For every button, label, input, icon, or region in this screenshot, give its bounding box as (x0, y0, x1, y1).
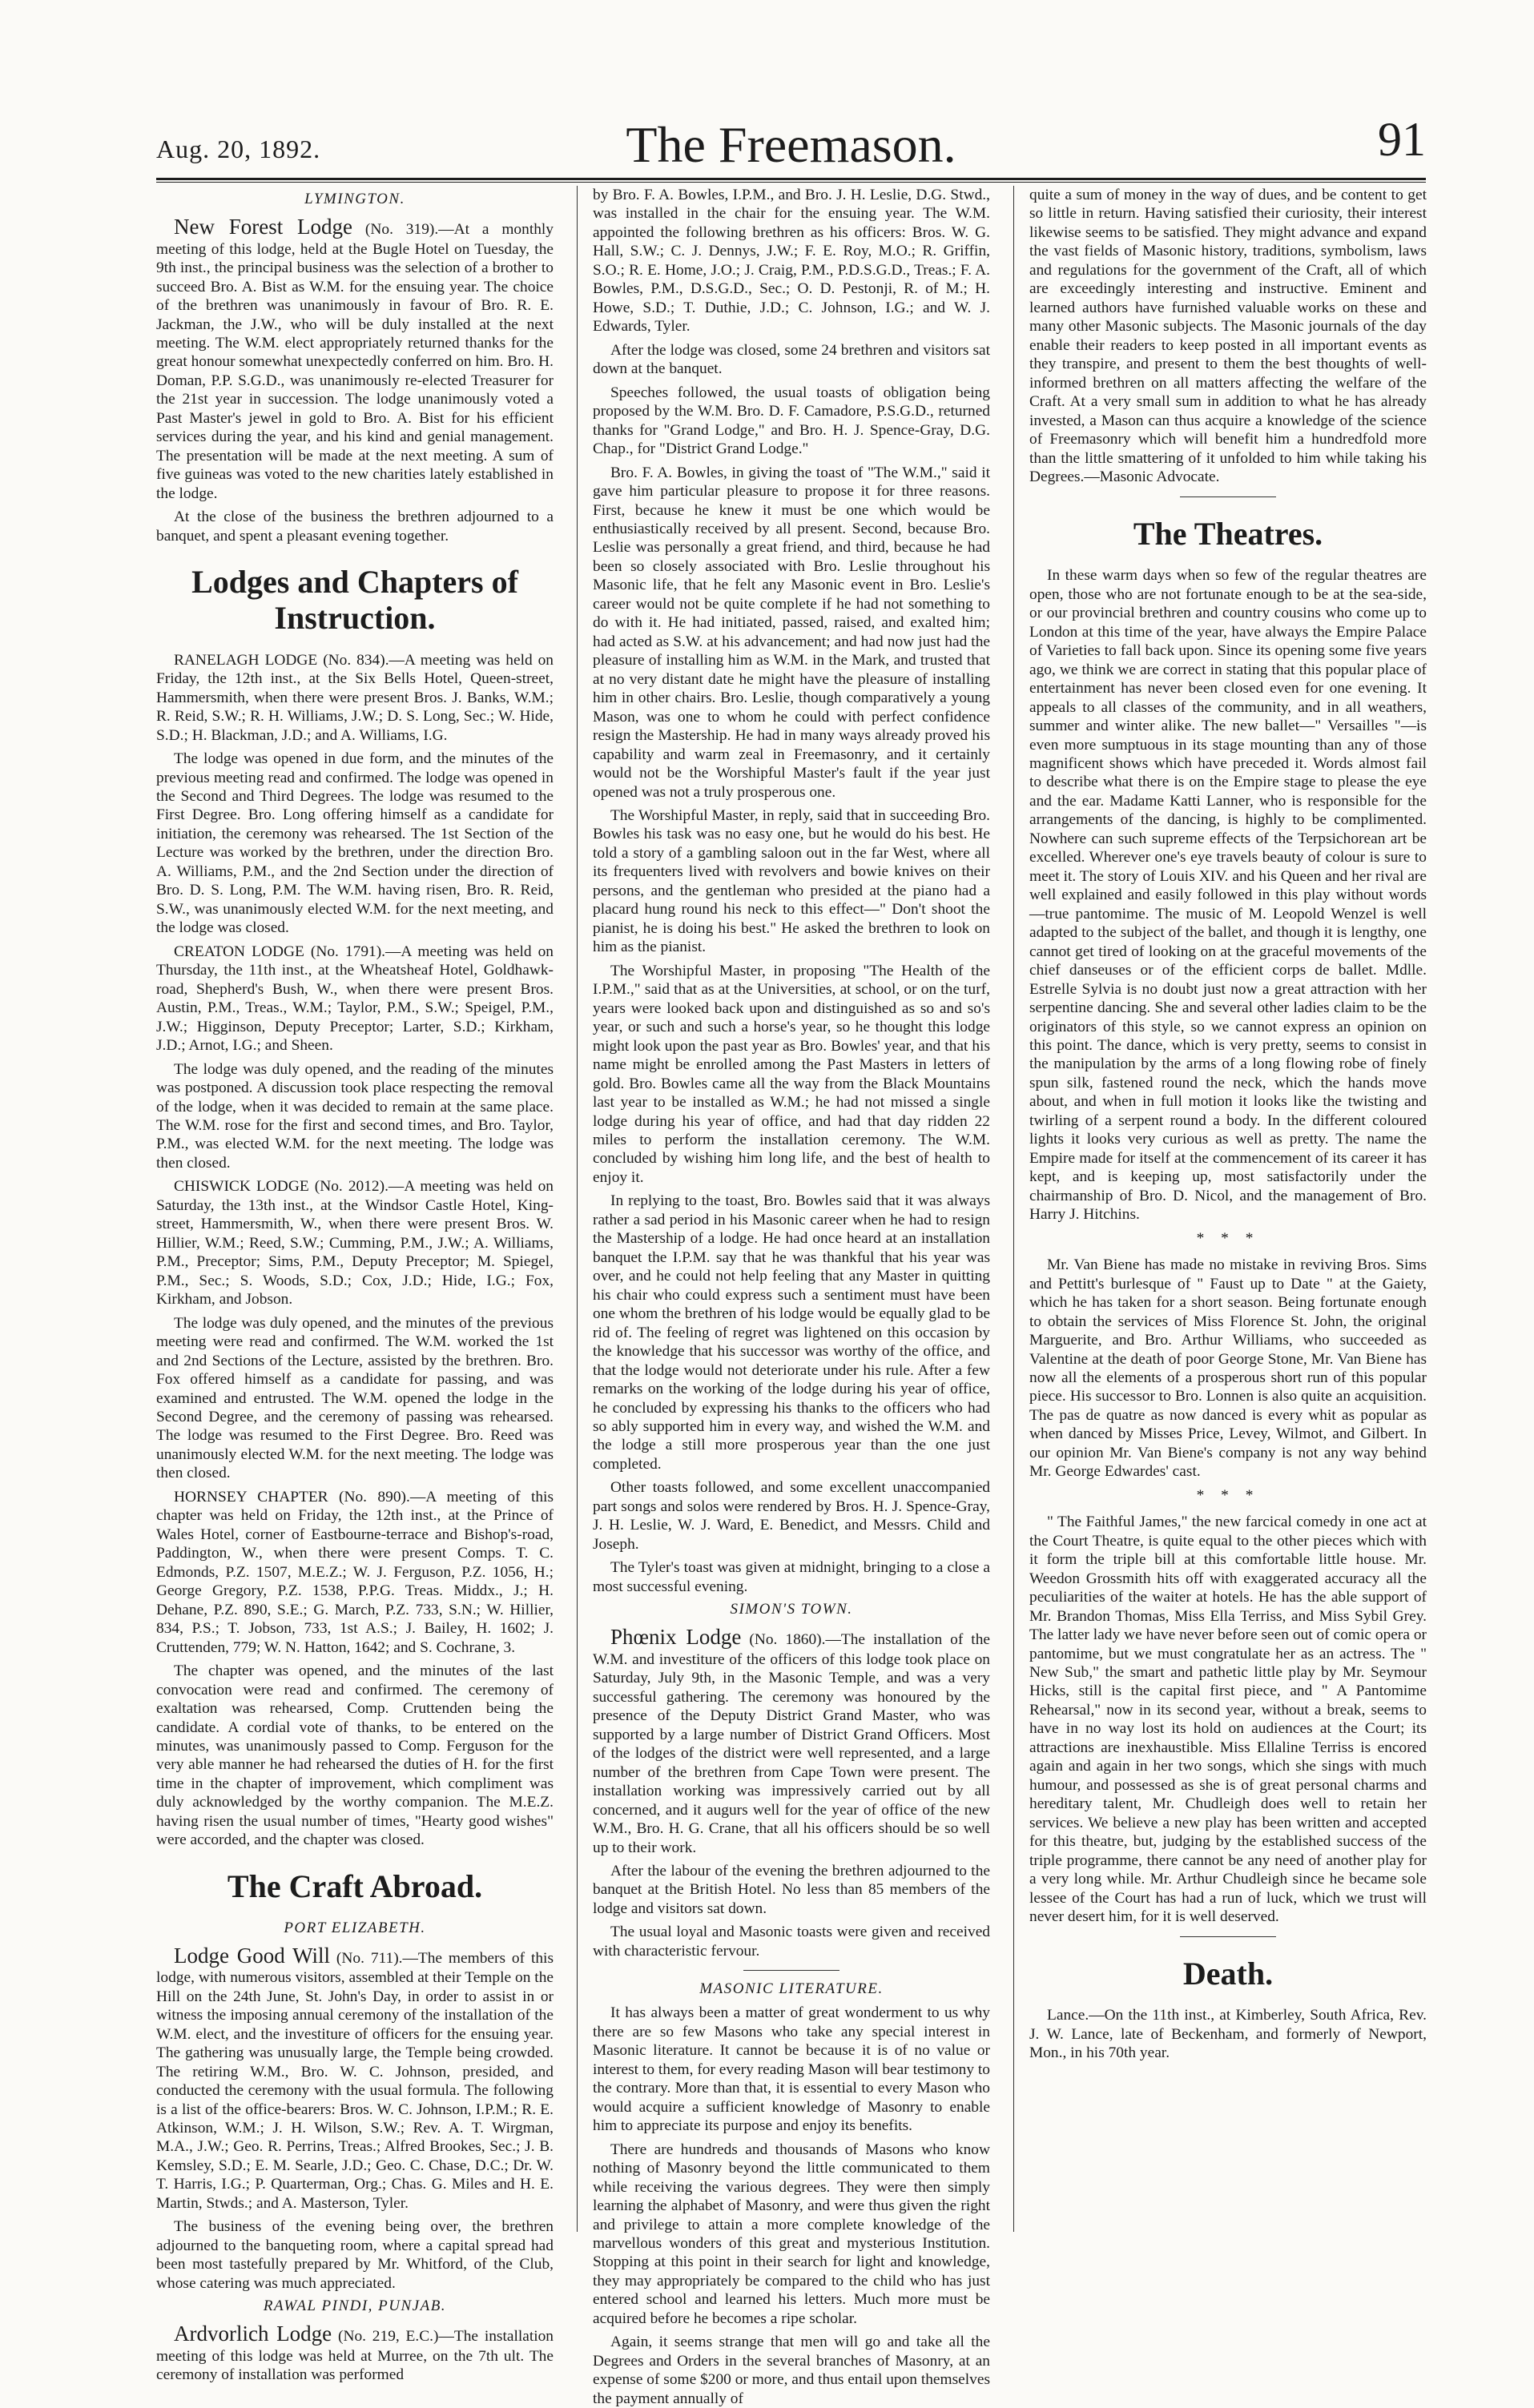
separator-rule (1180, 496, 1276, 497)
report-paragraph (156, 214, 554, 503)
paragraph: " The Faithful James," the new farcical comedy in one act at the Court Theatre, is quite equal to the other pieces which with it form the triple bill at this comfortable little house. Mr. Weedon Grossmith hits off with exaggerated accuracy all the peculiarities of the waiter at hotels. He has the able support of Mr. Brandon Thomas, Miss Ella Terriss, and Miss Sybil Grey. The latter lady we have never before seen out of comic opera or pantomime, but we must congratulate her as an actress. The " New Sub," the smart and pathetic little play by Mr. Seymour Hicks, still is the capital first piece, and " A Pantomime Rehearsal," now in its second year, without a break, seems to have in no way lost its hold on audiences at the Court; its attractions are inexhaustible. Miss Ellaline Terriss is encored again and again in her two songs, which she sings with much humour, and possessed as she is of great personal charms and hereditary talent, Mr. Chudleigh does well to retain her services. We believe a new play has been written and accepted for this theatre, but, judging by the established success of the triple programme, there cannot be any need of another play for a very long while. Mr. Arthur Chudleigh since he became sole lessee of the Court has had a run of luck, which we trust will never desert him, for it is well deserved. (1029, 1514, 1427, 1926)
lodge-name: Lodge Good Will (174, 1943, 331, 1968)
paragraph: In replying to the toast, Bro. Bowles said that it was always rather a sad period in his Masonic career when he had to resign the Mastership of a lodge. He had once heard at an installation banquet the I.P.M. say that he was thankful that his year was over, and he could not help feeling that any Master in quitting his chair who could express such a sentiment must have been one whom the brethren of his lodge would be equally glad to be rid of. The feeling of regret was lightened on this occasion by the knowledge that his successor was worthy of the office, and that the lodge would not deteriorate under his rule. After a few remarks on the working of the lodge during his year of office, he concluded by expressing his thanks to the officers who had so ably supported him in every way, and wished the W.M. and the lodge a still more prosperous year than the one just completed. (593, 1192, 990, 1473)
page-number: 91 (1378, 113, 1426, 166)
paragraph: The usual loyal and Masonic toasts were given and received with characteristic fervour. (593, 1924, 990, 1960)
report-paragraph (593, 1624, 990, 1857)
lodge-name: New Forest Lodge (174, 214, 353, 239)
paragraph-text: (No. 711).—The members of this lodge, with numerous visitors, assembled at their Temple on the Hill on the 24th June, St. John's Day, in order to assist in or witness the imposing annual ceremony of the installation of the W.M. elect, and the investiture of officers for the ensuing year. The gathering was unusually large, the Temple being crowded. The retiring W.M., Bro. W. C. Johnson, presided, and conducted the ceremony with the usual formula. The following is a list of the office-bearers: Bros. W. C. Johnson, I.P.M.; R. E. Atkinson, W.M.; J. H. Wilson, S.W.; Rev. A. T. Wirgman, M.A., J.W.; Geo. R. Perrins, Treas.; Alfred Brookes, Sec.; J. B. Kemsley, S.D.; E. M. Searle, J.D.; Geo. C. Chase, D.C.; Dr. W. T. Harris, I.G.; P. Quarterman, Org.; Chas. G. Miles and H. E. Martin, Stwds.; and A. Masterson, Tyler. (156, 1949, 554, 2212)
column-1 (156, 186, 554, 2384)
place-heading: PORT ELIZABETH. (284, 1919, 426, 1936)
paragraph: There are hundreds and thousands of Masons who know nothing of Masonry beyond the little communicated to them while receiving the various degrees. They were then simply learning the alphabet of Masonry, and were thus given the right and privilege to attain a more complete knowledge of the marvellous wonders of this great and mysterious Institution. Stopping at this point in their search for light and knowledge, they may appropriately be compared to the child who has just entered school and learned his letters. Much more must be acquired before he becomes a ripe scholar. (593, 2141, 990, 2327)
paragraph-text: (No. 319).—At a monthly meeting of this lodge, held at the Bugle Hotel on Tuesday, the 9th inst., the principal business was the selection of a brother to succeed Bro. A. Bist as W.M. for the ensuing year. The choice of the brethren was unanimously in favour of Bro. R. E. Jackman, the J.W., who will be duly installed at the next meeting. The W.M. elect appropriately returned thanks for the great honour somewhat unexpectedly conferred on him. Bro. H. Doman, P.P. S.G.D., was unanimously re-elected Treasurer for the 21st year in succession. The lodge unanimously voted a Past Master's jewel in gold to Bro. A. Bist for his efficient services during the year, and his kind and genial management. The presentation will be made at the next meeting. A sum of five guineas was voted to the new charities lately established in the lodge. (156, 220, 554, 502)
column-3 (1029, 186, 1427, 2236)
paragraph: RANELAGH LODGE (No. 834).—A meeting was held on Friday, the 12th inst., at the Six Bells Hotel, Queen-street, Hammersmith, when there were present Bros. J. Banks, W.M.; R. Reid, S.W.; R. H. Williams, J.W.; D. S. Long, Sec.; W. Hide, S.D.; H. Blackman, J.D.; and A. Williams, I.G. (156, 651, 554, 744)
paragraph: Other toasts followed, and some excellent unaccompanied part songs and solos were rendered by Bros. H. J. Spence-Gray, J. H. Leslie, W. J. Ward, E. Benedict, and Messrs. Child and Joseph. (593, 1479, 990, 1553)
asterism: * * * (1196, 1486, 1260, 1504)
lodge-name: Ardvorlich Lodge (174, 2322, 332, 2346)
paragraph: The business of the evening being over, the brethren adjourned to the banqueting room, where a capital spread had been most tastefully prepared by Mr. Whitford, of the Club, whose catering was much appreciated. (156, 2218, 554, 2292)
lodge-name: Phœnix Lodge (610, 1625, 742, 1650)
section-heading: The Craft Abroad. (227, 1867, 483, 1904)
place-heading: RAWAL PINDI, PUNJAB. (263, 2297, 447, 2315)
paragraph: Again, it seems strange that men will go and take all the Degrees and Orders in the several branches of Masonry, at an expense of some $200 or more, and thus entail upon themselves the payment annually of (593, 2334, 990, 2407)
paragraph: CREATON LODGE (No. 1791).—A meeting was held on Thursday, the 11th inst., at the Wheatsheaf Hotel, Goldhawk-road, Shepherd's Bush, W., when there were present Bros. Austin, P.M., Treas., W.M.; Taylor, P.M., S.W.; Speigel, P.M., J.W.; Higginson, Deputy Preceptor; Larter, S.D.; Kirkham, J.D.; Arnot, I.G.; and Sheen. (156, 943, 554, 1055)
paragraph: The Worshipful Master, in proposing "The Health of the I.P.M.," said that as at the Universities, at school, or on the turf, years were looked back upon and distinguished as so and so's year, or such and such a horse's year, so he thought this lodge might look upon the past year as Bro. Bowles' year, and that his name might be enrolled among the Past Masters in letters of gold. Bro. Bowles came all the way from the Black Mountains last year to be installed as W.M.; he had not missed a single lodge during his year of office, and had that day ridden 22 miles to perform the installation ceremony. The W.M. concluded by wishing him long life, and the best of health to enjoy it. (593, 962, 990, 1186)
paragraph-text: (No. 219, E.C.)—The installation meeting of this lodge was held at Murree, on the 7th ult. The ceremony of installation was performed (156, 2328, 554, 2384)
paragraph: Lance.—On the 11th inst., at Kimberley, South Africa, Rev. J. W. Lance, late of Beckenham, and formerly of Newport, Mon., in his 70th year. (1029, 2007, 1427, 2062)
paragraph: by Bro. F. A. Bowles, I.P.M., and Bro. J. H. Leslie, D.G. Stwd., was installed in the chair for the ensuing year. The W.M. appointed the following brethren as his officers: Bros. W. G. Hall, S.W.; C. J. Dennys, J.W.; F. E. Roy, M.O.; R. Griffin, S.O.; R. E. Home, J.O.; J. Craig, P.M., P.D.S.G.D., Treas.; F. A. Bowles, P.M., D.S.G.D., Sec.; O. D. Pestonji, R. of M.; H. Howe, S.D.; T. Duthie, J.D.; C. Johnson, I.G.; and W. J. Edwards, Tyler. (593, 187, 990, 336)
column-divider (1013, 186, 1014, 2232)
separator-rule (743, 1970, 839, 1971)
report-paragraph (156, 1943, 554, 2213)
place-heading: SIMON'S TOWN. (730, 1601, 853, 1618)
asterism: * * * (1196, 1229, 1260, 1247)
place-heading: LYMINGTON. (304, 191, 405, 207)
section-heading: Death. (1182, 1955, 1274, 1992)
section-heading: Lodges and Chapters of Instruction. (191, 564, 518, 636)
place-heading: MASONIC LITERATURE. (699, 1980, 884, 1998)
column-divider (577, 186, 578, 2232)
column-2 (593, 186, 990, 2407)
paragraph: Bro. F. A. Bowles, in giving the toast of "The W.M.," said it gave him particular pleasure to propose it for three reasons. First, because he knew it must be one which would be enthusiastically received by all present. Second, because Bro. Leslie was personally a great friend, and third, because he had been so closely associated with Bro. Leslie throughout his Masonic life, that he felt any Masonic event in Bro. Leslie's career would not be quite complete if he had not something to do with it. He had initiated, passed, raised, and exalted him; had acted as S.W. at his advancement; and had now just had the pleasure of installing him as W.M. in the Mark, and trusted that at no very distant date he might have the pleasure of installing him in other chairs. Bro. Leslie, though comparatively a young Mason, was one to whom he could with perfect confidence resign the Mastership. He had in many ways already proved his capability and warm zeal in Freemasonry, and it certainly would not be the Worshipful Master's fault if the year just opened was not a truly prosperous one. (593, 464, 990, 801)
paragraph: At the close of the business the brethren adjourned to a banquet, and spent a pleasant evening together. (156, 509, 554, 545)
paragraph: It has always been a matter of great wonderment to us why there are so few Masons who take any special interest in Masonic literature. It cannot be because it is of no value or interest to them, for every reading Mason will bear testimony to the contrary. More than that, it is essential to every Mason who would acquire a sufficient knowledge of Masonry to enable him to appreciate its purpose and enjoy its benefits. (593, 2004, 990, 2135)
paragraph: Mr. Van Biene has made no mistake in reviving Bros. Sims and Pettitt's burlesque of " Faust up to Date " at the Gaiety, which he has taken for a short season. Being fortunate enough to obtain the services of Miss Florence St. John, the original Marguerite, and Bro. Arthur Williams, who succeeded as Valentine at the death of poor George Stone, Mr. Van Biene has now all the elements of a prosperous short run of this popular piece. His successor to Bro. Lonnen is also quite an acquisition. The pas de quatre as now danced is every whit as popular as when danced by Misses Price, Levey, Wilmot, and Gilbert. In our opinion Mr. Van Biene's company is not any way behind Mr. George Edwardes' cast. (1029, 1256, 1427, 1481)
masthead-rule-thin (156, 182, 1426, 183)
paragraph: After the labour of the evening the brethren adjourned to the banquet at the British Hotel. No less than 85 members of the lodge and visitors sat down. (593, 1863, 990, 1917)
paragraph-text: (No. 1860).—The installation of the W.M. and investiture of the officers of this lodge took place on Saturday, July 9th, in the Masonic Temple, and was a very successful gathering. The ceremony was honoured by the presence of the Deputy District Grand Master, who was supported by a large number of District Grand Officers. Most of the lodges of the district were well represented, and a large number of the brethren from Cape Town were present. The installation working was impressively carried out by all concerned, and it augurs well for the year of office of the new W.M., Bro. H. G. Crane, that all his officers should be so well up to their work. (593, 1631, 990, 1856)
paragraph: The lodge was duly opened, and the reading of the minutes was postponed. A discussion took place respecting the removal of the lodge, when it was decided to remain at the same place. The W.M. rose for the first and second times, and Bro. Taylor, P.M., was elected W.M. for the next meeting. The lodge was then closed. (156, 1060, 554, 1172)
report-paragraph (156, 2321, 554, 2385)
paragraph: After the lodge was closed, some 24 brethren and visitors sat down at the banquet. (593, 341, 990, 378)
paragraph: quite a sum of money in the way of dues, and be content to get so little in return. Having satisfied their curiosity, their interest likewise seems to be satisfied. They might advance and expand the vast fields of Masonic history, traditions, symbolism, laws and regulations for the government of the Craft, all of which are exceedingly interesting and instructive. Eminent and learned authors have furnished valuable works on these and many other Masonic subjects. The Masonic journals of the day enable their readers to keep posted in all important events as they transpire, and present to them the best thoughts of well-informed brethren on all matters affecting the welfare of the Craft. At a very small sum in addition to what he has already invested, a Mason can thus acquire a knowledge of the science of Freemasonry which will benefit him a hundredfold more than the little smattering of it unfolded to him while taking his Degrees.—Masonic Advocate. (1029, 187, 1427, 486)
paragraph: HORNSEY CHAPTER (No. 890).—A meeting of this chapter was held on Friday, the 12th inst., at the Prince of Wales Hotel, corner of Eastbourne-terrace and Bishop's-road, Paddington, W., when there were present Comps. T. C. Edmonds, P.Z. 1507, M.E.Z.; W. J. Ferguson, P.Z. 1056, H.; George Gregory, P.Z. 1538, P.P.G. Treas. Middx., J.; H. Dehane, P.Z. 890, S.E.; G. March, P.Z. 733, S.N.; W. Hillier, 834, P.S.; T. Jobson, 733, 1st A.S.; J. Bailey, H. 1602; J. Cruttenden, 779; W. N. Hatton, 1642; and S. Cochrane, 3. (156, 1488, 554, 1656)
paragraph: The Worshipful Master, in reply, said that in succeeding Bro. Bowles his task was no easy one, but he would do his best. He told a story of a gambling saloon out in the far West, where all its frequenters lived with revolvers and bowie knives on their persons, and the gentleman who presided at the piano had a placard hung round his neck to this effect—" Don't shoot the pianist, he is doing his best." He asked the brethren to look on him as the pianist. (593, 807, 990, 956)
section-heading: The Theatres. (1133, 515, 1323, 552)
separator-rule (1180, 1936, 1276, 1937)
issue-date: Aug. 20, 1892. (156, 135, 321, 163)
paragraph: Speeches followed, the usual toasts of obligation being proposed by the W.M. Bro. D. F. Camadore, P.S.G.D., returned thanks for "Grand Lodge," and Bro. H. J. Spence-Gray, D.G. Chap., for "District Grand Lodge." (593, 384, 990, 458)
paragraph: CHISWICK LODGE (No. 2012).—A meeting was held on Saturday, the 13th inst., at the Windsor Castle Hotel, King-street, Hammersmith, W., when there were present Bros. W. Hillier, W.M.; Reed, S.W.; Cumming, P.M., J.W.; A. Williams, P.M., Preceptor; Sims, P.M., Deputy Preceptor; M. Spiegel, P.M., Sec.; S. Woods, S.D.; Cox, J.D.; Hide, I.G.; Fox, Kirkham, and Jobson. (156, 1178, 554, 1309)
paragraph: The lodge was opened in due form, and the minutes of the previous meeting read and confirmed. The lodge was opened in the Second and Third Degrees. The lodge was resumed to the First Degree. Bro. Long offering himself as a candidate for initiation, the ceremony was rehearsed. The 1st Section of the Lecture was worked by the brethren, under the direction Bro. A. Williams, P.M., and the 2nd Section under the direction of Bro. D. S. Long, P.M. The W.M. having risen, Bro. R. Reid, S.W., was unanimously elected W.M. for the next meeting, and the lodge was closed. (156, 750, 554, 937)
paragraph: The chapter was opened, and the minutes of the last convocation were read and confirmed. The ceremony of exaltation was rehearsed, Comp. Cruttenden being the candidate. A cordial vote of thanks, to be entered on the minutes, was unanimously passed to Comp. Ferguson for the very able manner he had rehearsed the duties of H. for the first time in the chapter of improvement, which compliment was duly acknowledged by the worthy companion. The M.E.Z. having risen the usual number of times, "Hearty good wishes" were accorded, and the chapter was closed. (156, 1662, 554, 1849)
masthead (156, 112, 1426, 176)
paragraph: The lodge was duly opened, and the minutes of the previous meeting were read and confirmed. The W.M. worked the 1st and 2nd Sections of the Lecture, assisted by the brethren. Bro. Fox offered himself as a candidate for passing, and was examined and entrusted. The W.M. opened the lodge in the Second Degree, and the ceremony of passing was rehearsed. The lodge was resumed to the First Degree. Bro. Reed was unanimously elected W.M. for the next meeting. The lodge was then closed. (156, 1314, 554, 1482)
paragraph: The Tyler's toast was given at midnight, bringing to a close a most successful evening. (593, 1559, 990, 1595)
newspaper-title: The Freemason. (626, 116, 956, 173)
masthead-rule (156, 178, 1426, 180)
paragraph: In these warm days when so few of the regular theatres are open, those who are not fortunate enough to be at the sea-side, or our provincial brethren and country cousins who come up to London at this time of the year, have always the Empire Palace of Varieties to fall back upon. Since its opening some five years ago, we think we are correct in stating that this popular place of entertainment has never been closed even for one evening. It appeals to all classes of the community, and in all weathers, summer and winter alike. The new ballet—" Versailles "—is even more sumptuous in its stage mounting than any of those magnificent shows which have preceded it. Words almost fail to describe what there is on the Empire stage to please the eye and the ear. Madame Katti Lanner, who is responsible for the arrangements of the dancing, is highly to be complimented. Nowhere can such supreme effects of the Terpsichorean art be excelled. Wherever one's eye travels beauty of colour is sure to meet it. The story of Louis XIV. and his Queen and her rival are well explained and easily followed in this play without words—true pantomime. The music of M. Leopold Wenzel is well adapted to the subject of the ballet, and though it is lengthy, one cannot get tired of looking on at the graceful movements of the chief danseuses or of the efficient corps de ballet. Mdlle. Estrelle Sylvia is no doubt just now a great attraction with her serpentine dancing. She and several other ladies claim to be the originators of this style, so we cannot express an opinion on this point. The dance, which is very pretty, seems to consist in the manipulation by the arms of a long flowing robe of finely spun silk, fastened round the neck, which the hands move about, and when in full motion it looks like the twisting and twirling of a serpent round a body. In the different coloured lights it looks very curious as well as pretty. The name the Empire made for itself at the commencement of its career it has kept, and is keeping up, most satisfactorily under the chairmanship of Bro. D. Nicol, and the management of Bro. Harry J. Hitchins. (1029, 567, 1427, 1224)
